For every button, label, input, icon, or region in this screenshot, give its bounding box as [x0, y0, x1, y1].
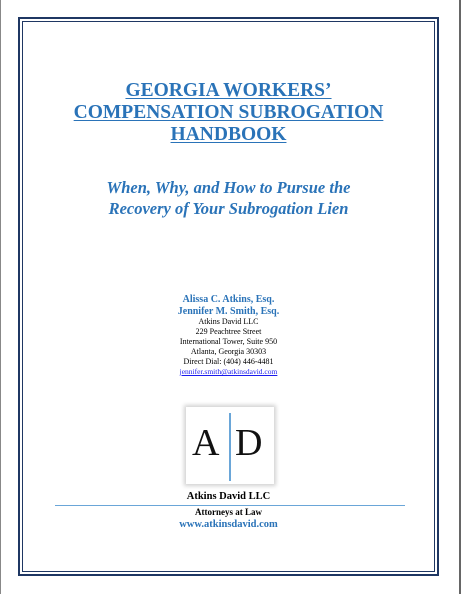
address-street: 229 Peachtree Street — [195, 327, 262, 336]
page-edge-left — [0, 0, 1, 594]
logo-divider — [229, 413, 231, 481]
author-name-1: Alissa C. Atkins, Esq. — [182, 294, 275, 305]
email-link[interactable]: jennifer.smith@atkinsdavid.com — [179, 367, 278, 376]
direct-dial: Direct Dial: (404) 446-4481 — [183, 357, 274, 366]
firm-website-link[interactable]: www.atkinsdavid.com — [179, 519, 278, 530]
logo-letter-a: A — [192, 422, 220, 464]
title-line-1: GEORGIA WORKERS’ — [125, 80, 332, 101]
author-block — [22, 294, 435, 377]
firm-logo — [186, 407, 274, 484]
address-city: Atlanta, Georgia 30303 — [190, 347, 267, 356]
author-name-2: Jennifer M. Smith, Esq. — [177, 305, 280, 317]
document-subtitle — [22, 177, 435, 219]
subtitle-line-2: Recovery of Your Subrogation Lien — [108, 199, 349, 218]
firm-name: Atkins David LLC — [186, 491, 271, 502]
firm-divider — [55, 505, 405, 506]
firm-tagline: Attorneys at Law — [195, 507, 262, 517]
logo-letter-d: D — [235, 422, 263, 464]
address-firm: Atkins David LLC — [198, 317, 259, 326]
title-line-3: HANDBOOK — [170, 124, 287, 145]
title-line-2: COMPENSATION SUBROGATION — [73, 102, 384, 123]
address-suite: International Tower, Suite 950 — [179, 337, 278, 346]
document-title — [22, 80, 435, 146]
subtitle-line-1: When, Why, and How to Pursue the — [106, 178, 351, 197]
